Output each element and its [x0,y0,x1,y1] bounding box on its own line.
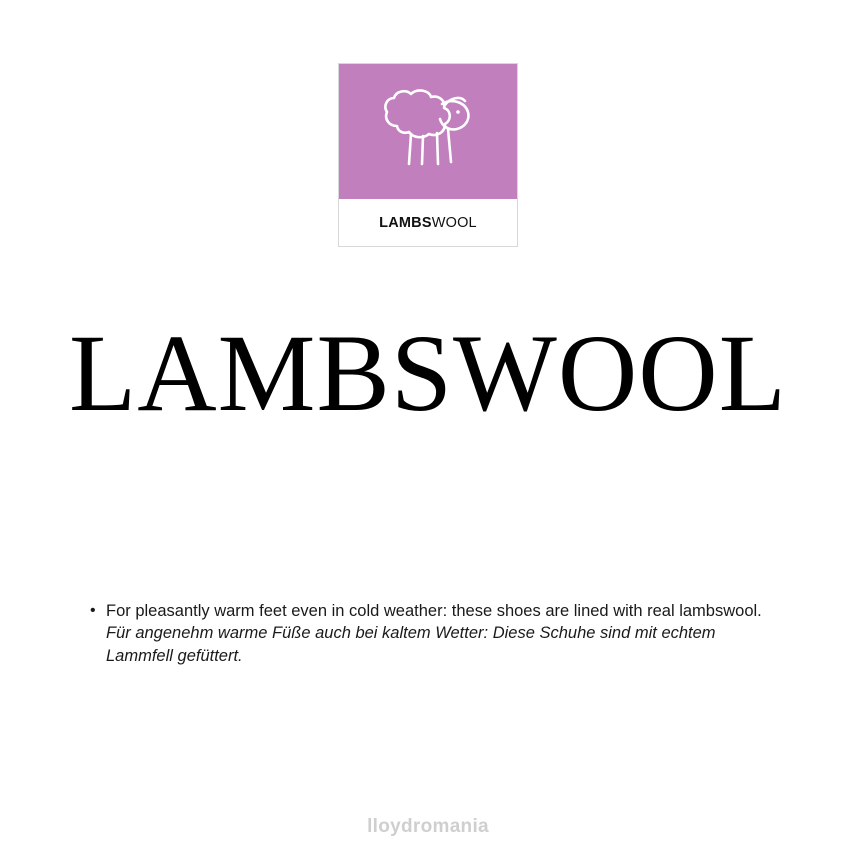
page-title: LAMBSWOOL [69,312,787,434]
badge-caption-light: WOOL [431,214,477,231]
feature-text-de: Für angenehm warme Füße auch bei kaltem Wetter: Diese Schuhe sind mit echtem Lammfell gefüttert. [106,624,716,665]
lambswool-badge-wrapper [0,63,856,247]
bullet-marker: • [90,602,96,619]
badge-caption [339,199,517,246]
feature-text-en: For pleasantly warm feet even in cold weather: these shoes are lined with real lambswool. [106,602,762,620]
badge-caption-bold: LAMBS [379,214,432,231]
feature-text [106,600,770,667]
sheep-icon [339,64,517,199]
badge-artwork [339,64,517,199]
footer-watermark: lloydromania [367,816,489,837]
list-item [90,600,770,667]
lambswool-badge [338,63,518,247]
feature-list [90,600,770,667]
